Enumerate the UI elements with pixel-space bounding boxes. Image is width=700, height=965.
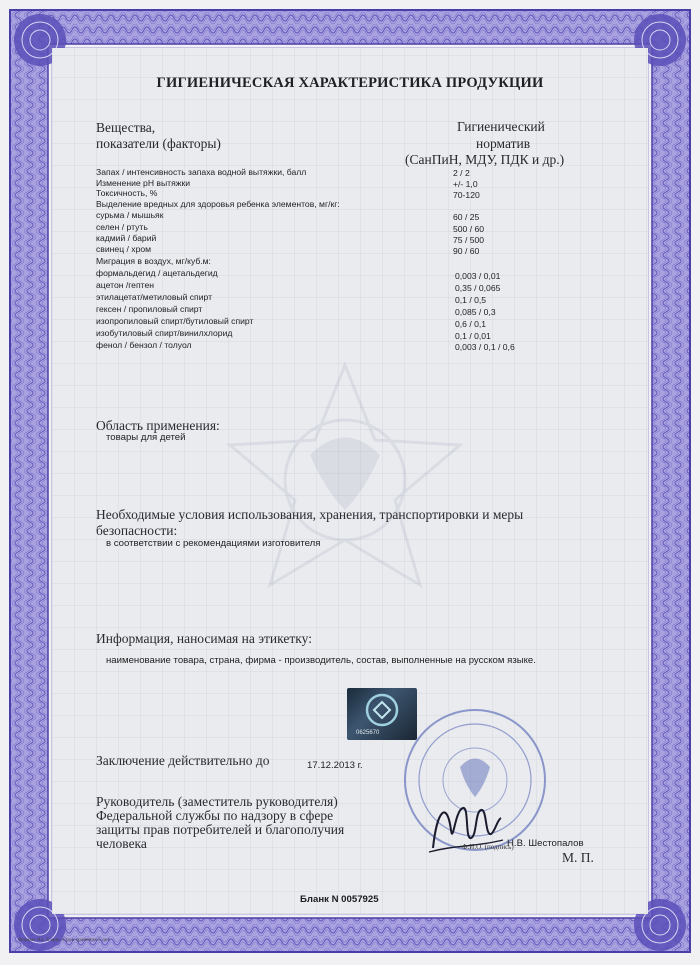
validity-date: 17.12.2013 г. (307, 760, 363, 771)
table-row-value: 0,6 / 0,1 (455, 319, 487, 329)
validity-heading: Заключение действительно до (96, 753, 270, 768)
signatory-name: Н.В. Шестопалов (507, 838, 584, 849)
table-row-value: 0,35 / 0,065 (455, 283, 501, 293)
table-row-label: Миграция в воздух, мг/куб.м: (96, 256, 211, 266)
signatory-line4: человека (96, 836, 147, 851)
table-row-label: Запах / интенсивность запаха водной вытяжки, балл (96, 167, 307, 177)
table-row-value: 0,003 / 0,01 (455, 271, 501, 281)
table-row-value: 90 / 60 (453, 246, 480, 256)
label-info-text: наименование товара, страна, фирма - производитель, состав, выполненные на русском языке. (106, 655, 536, 666)
table-row-label: Выделение вредных для здоровья ребенка элементов, мг/кг: (96, 199, 340, 209)
label-info-heading: Информация, наносимая на этикетку: (96, 631, 312, 646)
scope-text: товары для детей (106, 432, 186, 443)
header-substances-line1: Вещества, (96, 120, 156, 135)
table-row-value: 75 / 500 (453, 235, 485, 245)
table-row-value: +/- 1,0 (453, 179, 478, 189)
table-row-label: Токсичность, % (96, 188, 158, 198)
table-row-label: кадмий / барий (96, 233, 157, 243)
table-row-value: 0,085 / 0,3 (455, 307, 496, 317)
table-row-label: Изменение pH вытяжки (96, 178, 191, 188)
table-row-value: 60 / 25 (453, 212, 480, 222)
table-row-label: формальдегид / ацетальдегид (96, 268, 218, 278)
table-row-value: 0,1 / 0,5 (455, 295, 487, 305)
hologram-code: 0625670 (356, 730, 380, 736)
blank-number: Бланк N 0057925 (300, 894, 379, 905)
header-norm-line2: норматив (476, 136, 531, 151)
seal-place-mark: М. П. (562, 850, 594, 865)
table-row-label: изопропиловый спирт/бутиловый спирт (96, 316, 254, 326)
table-row-label: фенол / бензол / толуол (96, 340, 192, 350)
table-row-label: селен / ртуть (96, 222, 148, 232)
table-row-label: гексен / пропиловый спирт (96, 304, 203, 314)
table-row-label: этилацетат/метиловый спирт (96, 292, 213, 302)
table-row-value: 0,1 / 0,01 (455, 331, 491, 341)
footer-note: Формат А4. Бланк. Срок хранения 5 лет. (18, 937, 111, 943)
conditions-heading-line2: безопасности: (96, 523, 178, 538)
scope-heading: Область применения: (96, 418, 220, 433)
table-row-label: сурьма / мышьяк (96, 210, 164, 220)
coat-of-arms-watermark (215, 360, 475, 600)
table-row-value: 500 / 60 (453, 224, 485, 234)
document-title: ГИГИЕНИЧЕСКАЯ ХАРАКТЕРИСТИКА ПРОДУКЦИИ (156, 75, 544, 91)
table-row-label: изобутиловый спирт/винилхлорид (96, 328, 233, 338)
header-norm-line1: Гигиенический (457, 119, 545, 134)
table-row-value: 2 / 2 (453, 168, 470, 178)
fio-caption: Ф.И.О. (подпись) (462, 843, 514, 851)
conditions-text: в соответствии с рекомендациями изготовителя (106, 538, 321, 549)
table-row-label: свинец / хром (96, 244, 152, 254)
table-row-value: 70-120 (453, 190, 480, 200)
header-substances-line2: показатели (факторы) (96, 136, 221, 151)
table-row-label: ацетон /гептен (96, 280, 154, 290)
signatory-line2: Федеральной службы по надзору в сфере (96, 808, 334, 823)
table-row-value: 0,003 / 0,1 / 0,6 (455, 342, 515, 352)
signatory-line1: Руководитель (заместитель руководителя) (96, 794, 338, 809)
signatory-line3: защиты прав потребителей и благополучия (96, 822, 345, 837)
header-norm-line3: (СанПиН, МДУ, ПДК и др.) (405, 152, 565, 167)
conditions-heading-line1: Необходимые условия использования, хранения, транспортировки и меры (96, 507, 524, 522)
